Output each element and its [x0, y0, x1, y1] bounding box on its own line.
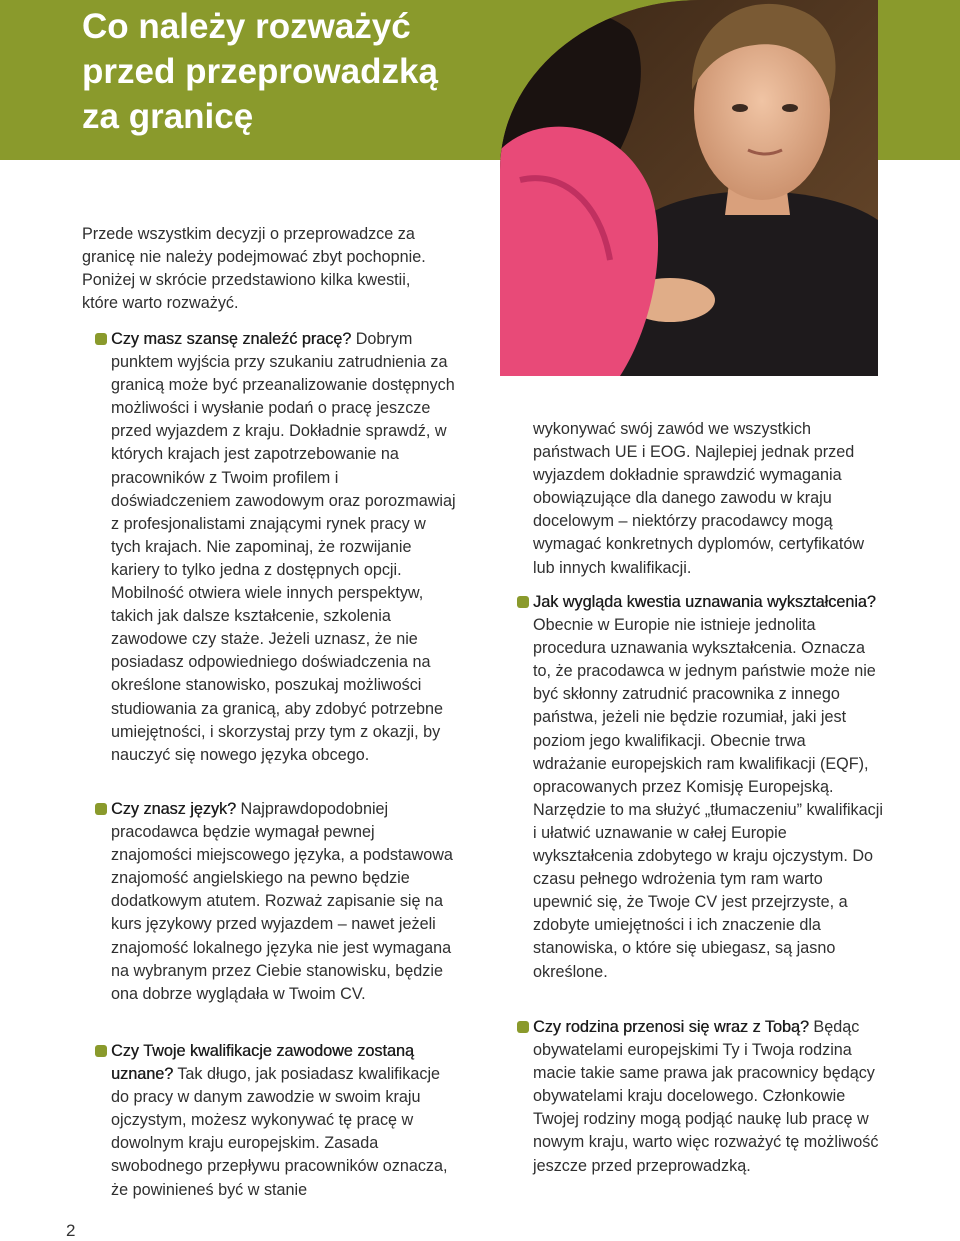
section-qualifications	[111, 1040, 461, 1202]
section-qualifications-continued-text: wykonywać swój zawód we wszystkich państwach UE i EOG. Najlepiej jednak przed wyjazdem dokładnie sprawdzić wymagania obowiązujące dla danego zawodu w kraju docelowym – niektórzy pracodawcy mogą wymagać konkretnych dyplomów, certyfikatów lub innych kwalifikacji.	[533, 420, 865, 577]
section-language-heading: Czy znasz język?	[111, 800, 237, 818]
section-language-text	[111, 798, 456, 1006]
section-family-text	[533, 1016, 883, 1178]
section-family-body: Będąc obywatelami europejskimi Ty i Twoja rodzina macie takie same prawa jak pracownicy będący obywatelami kraju docelowego. Członkowie Twojej rodziny mogą podjąć naukę lub pracę w nowym kraju, warto więc rozważyć tę możliwość jeszcze przed przeprowadzką.	[533, 1018, 879, 1175]
title-line-1: Co należy rozważyć	[82, 7, 411, 46]
section-education-text	[533, 591, 883, 984]
intro-paragraph	[82, 223, 432, 315]
bullet-icon	[517, 1021, 529, 1033]
section-qualifications-body: Tak długo, jak posiadasz kwalifikacje do pracy w danym zawodzie w swoim kraju ojczystym, możesz wykonywać tę pracę w dowolnym kraju europejskim. Zasada swobodnego przepływu pracowników oznacza, że powinieneś być w stanie	[111, 1065, 448, 1199]
section-family-heading: Czy rodzina przenosi się wraz z Tobą?	[533, 1018, 809, 1036]
section-education-heading: Jak wygląda kwestia uznawania wykształcenia?	[533, 593, 876, 611]
section-language-body: Najprawdopodobniej pracodawca będzie wymagał pewnej znajomości miejscowego języka, a podstawowa znajomość angielskiego na pewno będzie dodatkowym atutem. Rozważ zapisanie się na kurs językowy przed wyjazdem – nawet jeżeli znajomość lokalnego języka nie jest wymagana na wybranym przez Ciebie stanowisku, będzie ona dobrze wyglądała w Twoim CV.	[111, 800, 453, 1003]
bullet-icon	[95, 1045, 107, 1057]
section-job-heading: Czy masz szansę znaleźć pracę?	[111, 330, 352, 348]
section-job-text	[111, 328, 456, 767]
section-education-body: Obecnie w Europie nie istnieje jednolita procedura uznawania wykształcenia. Oznacza to, że pracodawca w jednym państwie może nie być skłonny zatrudnić pracownika z innego państwa, jeżeli nie będzie rozumiał, jaki jest poziom jego kwalifikacji. Obecnie trwa wdrażanie europejskich ram kwalifikacji (EQF), opracowanych przez Komisję Europejską. Narzędzie to ma służyć „tłumaczeniu” kwalifikacji i ułatwić uznawanie w całej Europie wykształcenia zdobytego w kraju ojczystym. Do czasu pełnego wdrożenia tym ram warto upewnić się, że Twoje CV jest przejrzyste, a zdobyte umiejętności i ich znaczenie dla stanowiska, o które się ubiegasz, są jasno określone.	[533, 616, 883, 981]
section-qualifications-text	[111, 1040, 461, 1202]
title-line-2: przed przeprowadzką	[82, 52, 438, 91]
bullet-icon	[95, 333, 107, 345]
bullet-icon	[517, 596, 529, 608]
photo-two-people-talking	[500, 0, 878, 376]
page-number: 2	[66, 1221, 76, 1240]
bullet-icon	[95, 803, 107, 815]
section-qualifications-continued	[533, 418, 883, 580]
section-job-body: Dobrym punktem wyjścia przy szukaniu zatrudnienia za granicą może być przeanalizowanie dostępnych możliwości i wysłanie podań o pracę jeszcze przed wyjazdem z kraju. Dokładnie sprawdź, w których krajach jest zapotrzebowanie na pracowników z Twoim profilem i doświadczeniem zawodowym oraz porozmawiaj z profesjonalistami znającymi rynek pracy w tych krajach. Nie zapominaj, że rozwijanie kariery to tylko jedna z dostępnych opcji. Mobilność otwiera wiele innych perspektyw, takich jak dalsze kształcenie, szkolenia zawodowe czy staże. Jeżeli uznasz, że nie posiadasz odpowiedniego doświadczenia na określone stanowisko, poszukaj możliwości studiowania za granicą, aby zdobyć potrzebne umiejętności, i skorzystaj przy tym z okazji, by nauczyć się nowego języka obcego.	[111, 330, 456, 764]
section-qualifications-heading: Czy Twoje kwalifikacje zawodowe zostaną uznane?	[111, 1042, 414, 1084]
section-job	[111, 328, 456, 767]
section-education	[533, 591, 883, 984]
title-line-3: za granicę	[82, 97, 254, 136]
page-title	[82, 4, 438, 139]
section-family	[533, 1016, 883, 1178]
intro-text: Przede wszystkim decyzji o przeprowadzce za granicę nie należy podejmować zbyt pochopnie. Poniżej w skrócie przedstawiono kilka kwestii, które warto rozważyć.	[82, 225, 426, 313]
section-language	[111, 798, 456, 1006]
